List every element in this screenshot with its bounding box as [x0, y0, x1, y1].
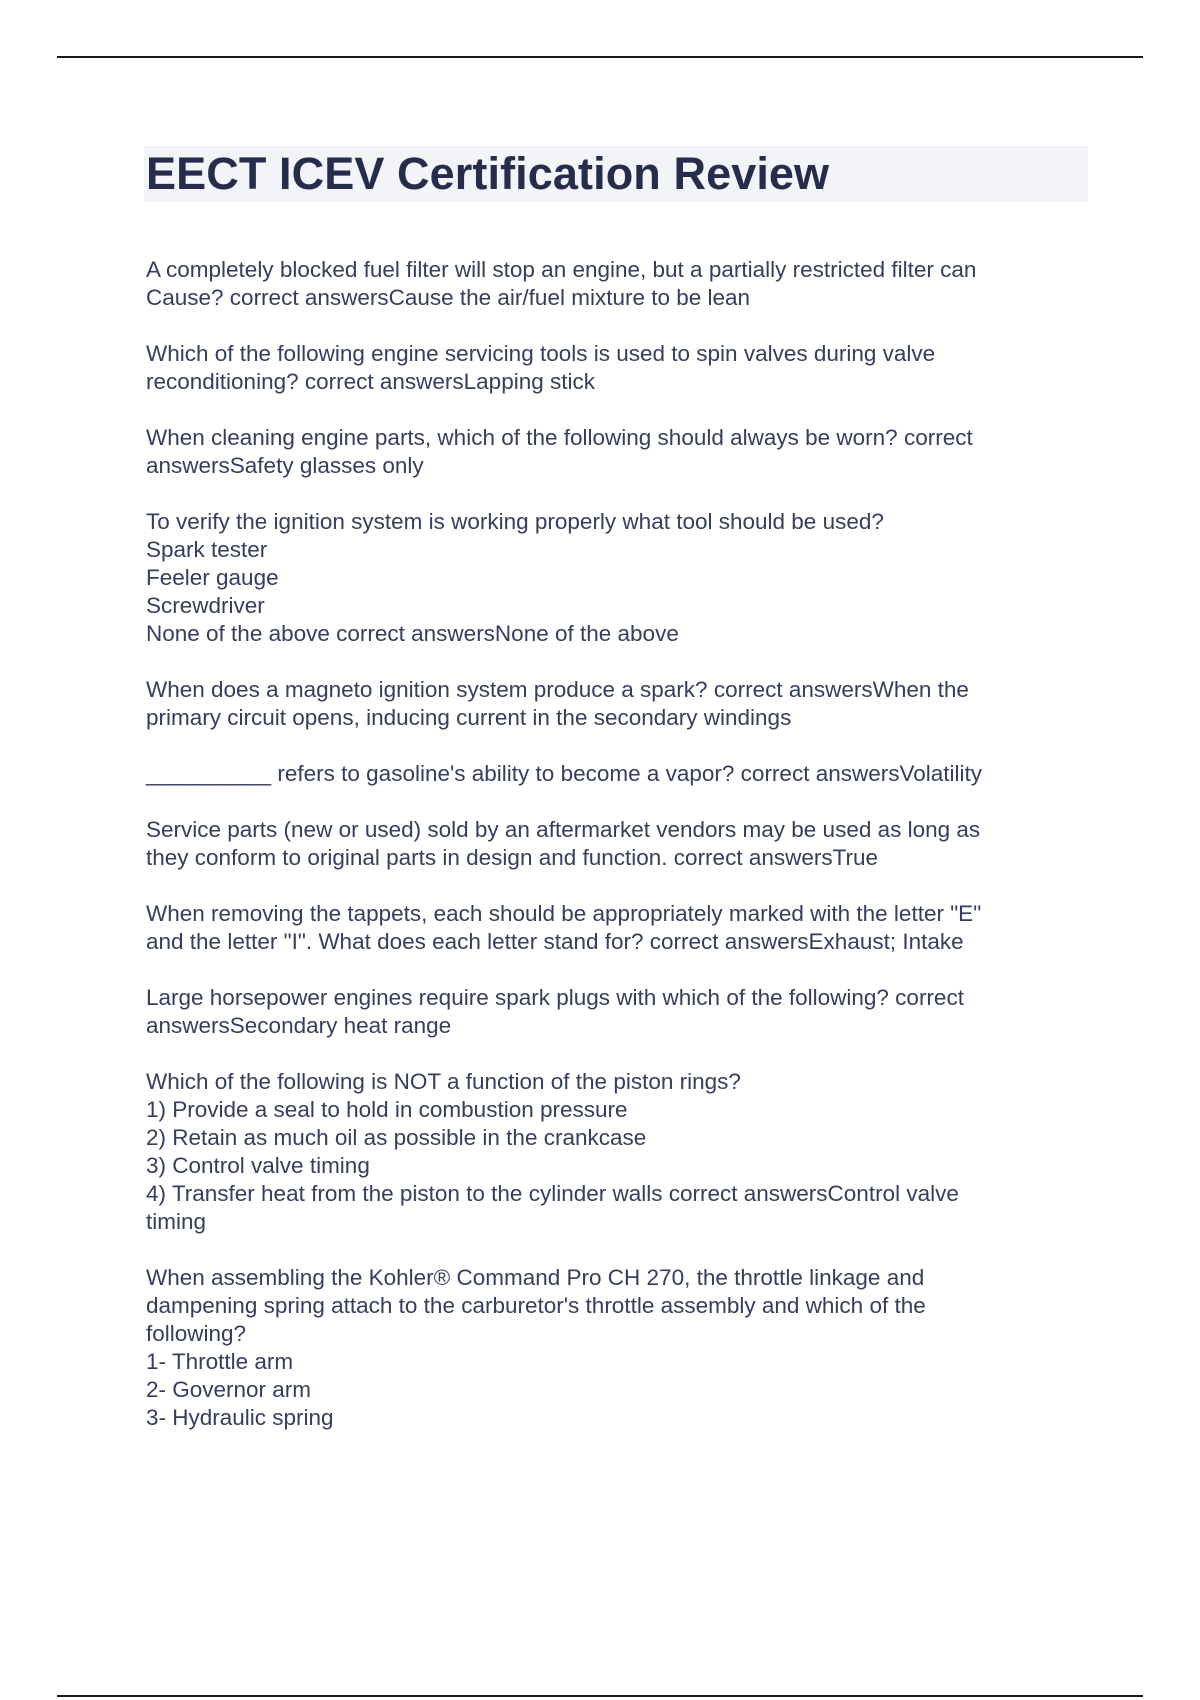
- question-item: A completely blocked fuel filter will stop an engine, but a partially restricted filter can Cause? correct answersCause the air/fuel mixture to be lean: [146, 257, 977, 310]
- question-item: When cleaning engine parts, which of the following should always be worn? correct answersSafety glasses only: [146, 425, 973, 478]
- question-item: When removing the tappets, each should be appropriately marked with the letter "E" and the letter "I". What does each letter stand for? correct answersExhaust; Intake: [146, 901, 982, 954]
- page-title: EECT ICEV Certification Review: [146, 148, 830, 199]
- question-item: Service parts (new or used) sold by an aftermarket vendors may be used as long as they conform to original parts in design and function. correct answersTrue: [146, 817, 981, 870]
- question-item: Which of the following is NOT a function of the piston rings? 1) Provide a seal to hold in combustion pressure 2) Retain as much oil as possible in the crankcase 3) Control valve timing 4) Transfer heat from the piston to the cylinder walls correct answersControl valve timing: [146, 1069, 959, 1234]
- top-rule: [57, 56, 1143, 58]
- question-list: [146, 256, 1076, 1432]
- question-item: To verify the ignition system is working properly what tool should be used? Spark tester Feeler gauge Screwdriver None of the above correct answersNone of the above: [146, 509, 884, 646]
- question-item: Large horsepower engines require spark plugs with which of the following? correct answersSecondary heat range: [146, 985, 964, 1038]
- question-item: When does a magneto ignition system produce a spark? correct answersWhen the primary circuit opens, inducing current in the secondary windings: [146, 677, 969, 730]
- question-item: __________ refers to gasoline's ability to become a vapor? correct answersVolatility: [146, 761, 983, 786]
- question-item: Which of the following engine servicing tools is used to spin valves during valve reconditioning? correct answersLapping stick: [146, 341, 936, 394]
- bottom-rule: [57, 1695, 1143, 1697]
- question-item: When assembling the Kohler® Command Pro CH 270, the throttle linkage and dampening spring attach to the carburetor's throttle assembly and which of the following? 1- Throttle arm 2- Governor arm 3- Hydraulic spring: [146, 1265, 926, 1430]
